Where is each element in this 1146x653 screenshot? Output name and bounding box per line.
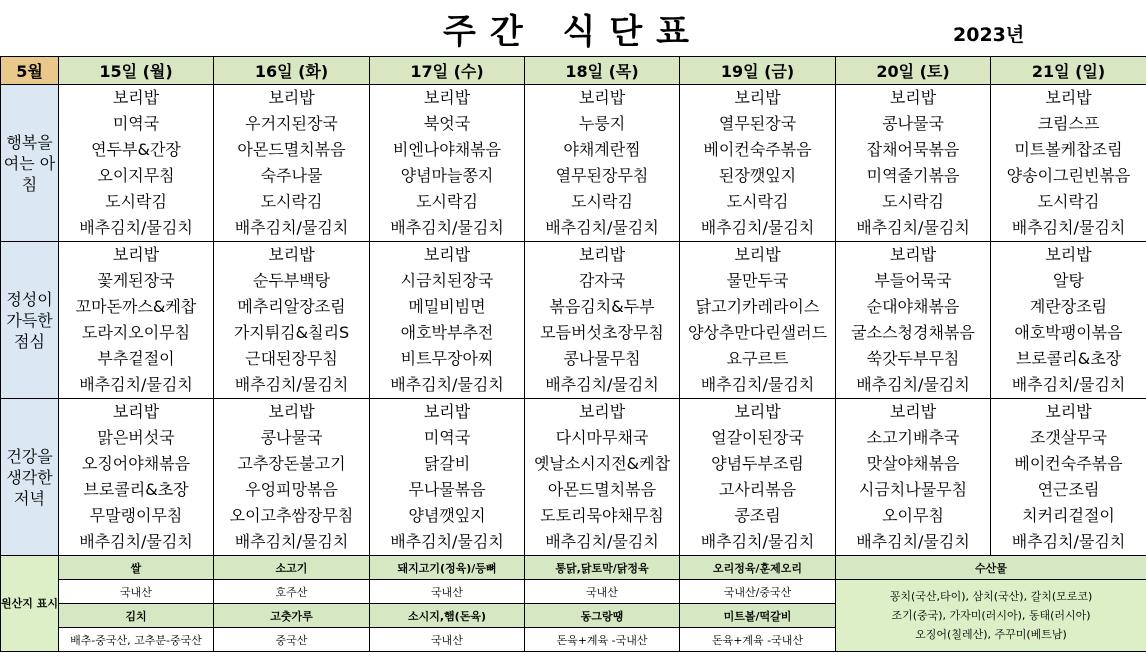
menu-item: 미역줄기볶음: [866, 166, 960, 185]
weekly-menu-table: [0, 56, 1146, 652]
day-menu-cell: [991, 399, 1146, 556]
meal-section: [1, 85, 1146, 242]
day-header: 16일 (화): [214, 57, 370, 85]
menu-item: 배추김치/물김치: [390, 375, 504, 394]
menu-item: 쑥갓두부무침: [866, 349, 960, 368]
seafood-title: 수산물: [836, 556, 1146, 580]
menu-item: 고사리볶음: [718, 480, 797, 499]
menu-item: 순대야채볶음: [866, 297, 960, 316]
origin-item-value: 국내산: [370, 580, 525, 604]
menu-item: 오이무침: [882, 506, 944, 525]
menu-item: 콩나물무침: [563, 349, 641, 368]
menu-item: 배추김치/물김치: [700, 218, 815, 237]
menu-item: 보리밥: [889, 402, 937, 421]
menu-item: 배추김치/물김치: [79, 532, 193, 551]
menu-item: 보리밥: [112, 245, 160, 264]
meal-label: 행복을 여는 아침: [1, 85, 59, 242]
menu-item: 모듬버섯초장무침: [540, 323, 664, 342]
menu-item: 배추김치/물김치: [545, 218, 659, 237]
menu-item: 다시마무채국: [555, 428, 649, 447]
day-menu-cell: [525, 399, 680, 556]
menu-item: 배추김치/물김치: [390, 218, 504, 237]
menu-item: 연두부&간장: [91, 140, 181, 159]
day-menu-cell: [214, 85, 370, 242]
menu-item: 비엔나야채볶음: [392, 140, 502, 159]
menu-item: 양송이그린빈볶음: [1006, 166, 1131, 185]
menu-item: 볶음김치&두부: [549, 297, 655, 316]
menu-item: 닭고기카레라이스: [695, 297, 820, 316]
day-menu-cell: [370, 85, 525, 242]
day-menu-cell: [680, 85, 836, 242]
menu-item: 보리밥: [734, 88, 781, 107]
menu-item: 콩나물국: [260, 428, 323, 447]
menu-item: 순두부백탕: [252, 271, 331, 290]
day-menu-cell: [525, 242, 680, 399]
menu-item: 보리밥: [734, 402, 781, 421]
day-menu-cell: [680, 242, 836, 399]
origin-item-value: 배추-중국산, 고추분-중국산: [59, 628, 214, 652]
menu-item: 옛날소시지전&케찹: [533, 454, 671, 473]
menu-item: 배추김치/물김치: [856, 218, 970, 237]
origin-item-value: 국내산: [525, 580, 680, 604]
menu-item: 고추장돈불고기: [237, 454, 346, 473]
menu-item: 시금치된장국: [400, 271, 494, 290]
origin-item-value: 호주산: [214, 580, 370, 604]
menu-item: 도시락김: [571, 192, 633, 211]
menu-item: 배추김치/물김치: [1011, 218, 1126, 237]
menu-item: 숙주나물: [260, 166, 323, 185]
origin-item-title: 미트볼/떡갈비: [680, 604, 836, 628]
menu-item: 요구르트: [726, 349, 789, 368]
seafood-list: [836, 580, 1146, 652]
menu-item: 보리밥: [112, 88, 160, 107]
origin-item-title: 김치: [59, 604, 214, 628]
seafood-line: 조기(중국), 가자미(러시아), 동태(러시아): [891, 609, 1091, 622]
menu-item: 보리밥: [423, 88, 471, 107]
day-menu-cell: [370, 242, 525, 399]
meal-section: [1, 242, 1146, 399]
day-menu-cell: [525, 85, 680, 242]
menu-item: 소고기배추국: [866, 428, 960, 447]
menu-item: 오이고추쌈장무침: [229, 506, 354, 525]
menu-item: 배추김치/물김치: [234, 532, 349, 551]
menu-item: 배추김치/물김치: [545, 375, 659, 394]
origin-item-value: 돈육+계육 -국내산: [525, 628, 680, 652]
menu-item: 보리밥: [423, 245, 471, 264]
menu-item: 도라지오이무침: [81, 323, 191, 342]
menu-item: 맑은버섯국: [97, 428, 175, 447]
menu-item: 보리밥: [578, 88, 626, 107]
day-menu-cell: [836, 242, 991, 399]
title-bar: [0, 0, 1146, 56]
menu-item: 크림스프: [1037, 114, 1100, 133]
menu-item: 근대된장무침: [245, 349, 338, 368]
menu-item: 굴소스청경채볶음: [851, 323, 975, 342]
menu-item: 도시락김: [105, 192, 167, 211]
menu-item: 도시락김: [1037, 192, 1100, 211]
month-cell: 5월: [1, 57, 59, 85]
menu-item: 아몬드멸치볶음: [237, 140, 346, 159]
menu-item: 부추겉절이: [97, 349, 175, 368]
day-menu-cell: [59, 85, 214, 242]
origin-item-value: 국내산: [59, 580, 214, 604]
meal-label: 건강을 생각한 저녁: [1, 399, 59, 556]
menu-item: 북엇국: [423, 114, 471, 133]
day-menu-cell: [59, 242, 214, 399]
menu-item: 콩나물국: [882, 114, 944, 133]
menu-item: 배추김치/물김치: [700, 375, 815, 394]
menu-item: 열무된장무침: [555, 166, 649, 185]
menu-item: 알탕: [1053, 271, 1084, 290]
menu-item: 배추김치/물김치: [234, 218, 349, 237]
menu-item: 오징어야채볶음: [81, 454, 191, 473]
origin-item-title: 쌀: [59, 556, 214, 580]
menu-item: 무나물볶음: [408, 480, 486, 499]
menu-item: 얼갈이된장국: [711, 428, 804, 447]
menu-item: 메밀비빔면: [408, 297, 486, 316]
menu-item: 가지튀김&칠리S: [233, 323, 350, 342]
menu-item: 미역국: [423, 428, 471, 447]
menu-item: 양상추만다린샐러드: [687, 323, 828, 342]
menu-item: 치커리겉절이: [1022, 506, 1115, 525]
page-title: 주간 식단표: [442, 12, 704, 52]
menu-item: 보리밥: [578, 245, 626, 264]
menu-item: 배추김치/물김치: [1011, 375, 1126, 394]
menu-item: 잡채어묵볶음: [866, 140, 960, 159]
day-menu-cell: [680, 399, 836, 556]
day-menu-cell: [991, 85, 1146, 242]
day-menu-cell: [836, 399, 991, 556]
menu-item: 애호박팽이볶음: [1014, 323, 1123, 342]
origin-item-value: 국내산/중국산: [680, 580, 836, 604]
seafood-line: 꽁치(국산,타이), 삼치(국산), 갈치(모로코): [889, 590, 1093, 603]
menu-item: 계란장조림: [1029, 297, 1108, 316]
menu-item: 보리밥: [112, 402, 160, 421]
day-header: 19일 (금): [680, 57, 836, 85]
day-header: 15일 (월): [59, 57, 214, 85]
menu-item: 무말랭이무침: [89, 506, 183, 525]
day-header: 20일 (토): [836, 57, 991, 85]
menu-item: 보리밥: [734, 245, 781, 264]
menu-item: 보리밥: [268, 402, 315, 421]
menu-item: 미역국: [112, 114, 160, 133]
menu-item: 열무된장국: [718, 114, 797, 133]
menu-item: 부들어묵국: [874, 271, 952, 290]
menu-item: 오이지무침: [97, 166, 175, 185]
meal-section: [1, 399, 1146, 556]
origin-label: 원산지 표시: [1, 556, 59, 652]
menu-item: 배추김치/물김치: [856, 532, 970, 551]
origin-item-title: 오리정육/훈제오리: [680, 556, 836, 580]
day-menu-cell: [370, 399, 525, 556]
origin-item-value: 중국산: [214, 628, 370, 652]
meal-label: 정성이 가득한 점심: [1, 242, 59, 399]
menu-item: 아몬드멸치볶음: [547, 480, 657, 499]
menu-item: 미트볼케찹조림: [1014, 140, 1123, 159]
menu-item: 배추김치/물김치: [1011, 532, 1126, 551]
menu-item: 보리밥: [268, 245, 315, 264]
menu-item: 배추김치/물김치: [79, 218, 193, 237]
menu-item: 배추김치/물김치: [545, 532, 659, 551]
origin-row: [1, 580, 1146, 604]
menu-item: 도토리묵야채무침: [540, 506, 664, 525]
menu-item: 감자국: [578, 271, 626, 290]
menu-item: 야채계란찜: [563, 140, 641, 159]
menu-item: 꽃게된장국: [97, 271, 175, 290]
menu-item: 보리밥: [578, 402, 626, 421]
menu-item: 맛살야채볶음: [866, 454, 960, 473]
menu-item: 연근조림: [1037, 480, 1100, 499]
menu-item: 조갯살무국: [1029, 428, 1108, 447]
menu-item: 보리밥: [423, 402, 471, 421]
menu-item: 보리밥: [1045, 402, 1092, 421]
seafood-line: 오징어(칠레산), 주꾸미(베트남): [915, 628, 1067, 641]
day-header: 21일 (일): [991, 57, 1146, 85]
menu-item: 배추김치/물김치: [700, 532, 815, 551]
day-menu-cell: [214, 242, 370, 399]
menu-item: 꼬마돈까스&케찹: [75, 297, 197, 316]
menu-item: 도시락김: [882, 192, 944, 211]
day-menu-cell: [214, 399, 370, 556]
day-menu-cell: [836, 85, 991, 242]
menu-item: 누룽지: [578, 114, 626, 133]
menu-item: 닭갈비: [423, 454, 471, 473]
menu-item: 브로콜리&초장: [83, 480, 189, 499]
day-header: 18일 (목): [525, 57, 680, 85]
menu-item: 배추김치/물김치: [79, 375, 193, 394]
header-row: [1, 57, 1146, 85]
origin-item-value: 국내산: [370, 628, 525, 652]
menu-item: 우엉피망볶음: [245, 480, 338, 499]
menu-item: 배추김치/물김치: [856, 375, 970, 394]
origin-item-title: 돼지고기(정육)/등뼈: [370, 556, 525, 580]
menu-item: 비트무장아찌: [400, 349, 494, 368]
menu-item: 도시락김: [260, 192, 323, 211]
menu-item: 콩조림: [734, 506, 781, 525]
day-header: 17일 (수): [370, 57, 525, 85]
origin-item-title: 소고기: [214, 556, 370, 580]
menu-item: 우거지된장국: [245, 114, 338, 133]
origin-item-value: 돈육+계육 -국내산: [680, 628, 836, 652]
menu-item: 보리밥: [889, 88, 937, 107]
menu-item: 배추김치/물김치: [234, 375, 349, 394]
origin-item-title: 소시지,햄(돈육): [370, 604, 525, 628]
menu-item: 물만두국: [726, 271, 789, 290]
menu-item: 양념두부조림: [711, 454, 804, 473]
origin-item-title: 고춧가루: [214, 604, 370, 628]
menu-item: 양념마늘쫑지: [400, 166, 494, 185]
menu-item: 메추리알장조림: [237, 297, 346, 316]
menu-item: 배추김치/물김치: [390, 532, 504, 551]
year-label: 2023년: [953, 24, 1025, 46]
origin-item-title: 통닭,닭토막/닭정육: [525, 556, 680, 580]
menu-item: 양념깻잎지: [408, 506, 486, 525]
menu-item: 베이컨숙주볶음: [703, 140, 812, 159]
menu-item: 보리밥: [889, 245, 937, 264]
day-menu-cell: [59, 399, 214, 556]
menu-item: 도시락김: [416, 192, 478, 211]
origin-row: [1, 556, 1146, 580]
menu-item: 브로콜리&초장: [1015, 349, 1122, 368]
menu-item: 보리밥: [1045, 88, 1092, 107]
menu-item: 된장깻잎지: [718, 166, 797, 185]
menu-item: 보리밥: [268, 88, 315, 107]
menu-item: 베이컨숙주볶음: [1014, 454, 1123, 473]
menu-item: 애호박부추전: [400, 323, 494, 342]
menu-item: 도시락김: [726, 192, 789, 211]
origin-item-title: 동그랑땡: [525, 604, 680, 628]
day-menu-cell: [991, 242, 1146, 399]
menu-item: 보리밥: [1045, 245, 1092, 264]
menu-item: 시금치나물무침: [858, 480, 968, 499]
